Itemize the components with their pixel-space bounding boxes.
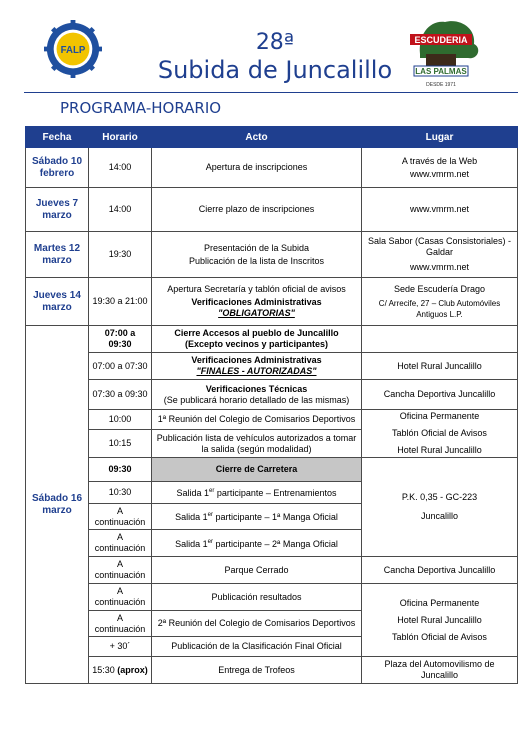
table-row [26,232,518,278]
table-row [26,188,518,232]
header-acto: Acto [152,127,362,148]
row-horario: 10:30 [89,482,152,504]
row-acto: Presentación de la Subida Publicación de la lista de Inscritos [152,232,362,278]
row-horario: 14:00 [89,188,152,232]
row-acto: Cierre plazo de inscripciones [152,188,362,232]
row-horario: 09:30 [89,458,152,482]
row-horario: 14:00 [89,148,152,188]
table-row [26,657,518,684]
header-horario: Horario [89,127,152,148]
header-divider [24,92,518,93]
svg-text:FALP: FALP [60,44,86,56]
row-horario: 19:30 a 21:00 [89,278,152,326]
row-acto: Publicación resultados [152,584,362,611]
row-acto: Publicación de la Clasificación Final Oficial [152,637,362,657]
row-lugar: Sede Escudería Drago C/ Arrecife, 27 – Club Automóviles Antiguos L.P. [362,278,518,326]
row-horario: 07:00 a 09:30 [89,326,152,353]
row-fecha: Martes 12 marzo [26,232,89,278]
table-row [26,584,518,611]
row-lugar: Hotel Rural Juncalillo [362,353,518,380]
row-acto: Publicación lista de vehículos autorizados a tomar la salida (según modalidad) [152,430,362,458]
table-row [26,410,518,430]
row-horario: + 30´ [89,637,152,657]
row-lugar: Oficina Permanente Tablón Oficial de Avisos Hotel Rural Juncalillo [362,410,518,458]
table-row [26,353,518,380]
table-header-row [26,127,518,148]
event-title: Subida de Juncalillo [157,56,393,84]
row-lugar: Sala Sabor (Casas Consistoriales) - Galdar www.vmrm.net [362,232,518,278]
row-acto: Entrega de Trofeos [152,657,362,684]
row-fecha: Sábado 10 febrero [26,148,89,188]
row-horario: 07:30 a 09:30 [89,380,152,410]
table-row [26,380,518,410]
table-row [26,278,518,326]
row-horario: A continuación [89,557,152,584]
row-acto: Verificaciones Técnicas (Se publicará horario detallado de las mismas) [152,380,362,410]
header-lugar: Lugar [362,127,518,148]
header-fecha: Fecha [26,127,89,148]
row-lugar: P.K. 0,35 - GC-223 Juncalillo [362,458,518,557]
table-row [26,326,518,353]
row-fecha: Jueves 7 marzo [26,188,89,232]
row-acto: Apertura Secretaría y tablón oficial de avisos Verificaciones Administrativas "OBLIGATORIAS" [152,278,362,326]
row-lugar: www.vmrm.net [362,188,518,232]
svg-text:ESCUDERIA: ESCUDERIA [414,35,468,45]
row-fecha: Jueves 14 marzo [26,278,89,326]
row-horario: 10:15 [89,430,152,458]
row-acto: Cierre de Carretera [152,458,362,482]
table-row [26,148,518,188]
row-acto: Verificaciones Administrativas "FINALES - AUTORIZADAS" [152,353,362,380]
row-acto: 1ª Reunión del Colegio de Comisarios Deportivos [152,410,362,430]
section-title: PROGRAMA-HORARIO [60,99,222,117]
row-acto: Apertura de inscripciones [152,148,362,188]
row-fecha: Sábado 16 marzo [26,326,89,684]
row-acto: Cierre Accesos al pueblo de Juncalillo (Excepto vecinos y participantes) [152,326,362,353]
row-lugar: Oficina Permanente Hotel Rural Juncalillo Tablón Oficial de Avisos [362,584,518,657]
table-row [26,458,518,482]
row-lugar: Cancha Deportiva Juncalillo [362,380,518,410]
row-horario: 19:30 [89,232,152,278]
row-acto: Parque Cerrado [152,557,362,584]
falp-logo [44,20,102,78]
row-horario: A continuación [89,611,152,637]
svg-text:DESDE 1971: DESDE 1971 [426,82,456,88]
row-lugar: A través de la Web www.vmrm.net [362,148,518,188]
row-horario: A continuación [89,504,152,530]
row-lugar: Plaza del Automovilismo de Juncalillo [362,657,518,684]
row-acto: Salida 1er participante – 2ª Manga Oficial [152,530,362,557]
svg-text:LAS PALMAS: LAS PALMAS [415,67,467,76]
row-horario: 15:30 (aprox) [89,657,152,684]
row-acto: Salida 1er participante – Entrenamientos [152,482,362,504]
row-horario: 07:00 a 07:30 [89,353,152,380]
row-lugar [362,326,518,353]
event-edition: 28ª [255,30,295,55]
row-horario: A continuación [89,530,152,557]
schedule-table [25,126,518,684]
row-acto: Salida 1er participante – 1ª Manga Oficial [152,504,362,530]
row-lugar: Cancha Deportiva Juncalillo [362,557,518,584]
row-acto: 2ª Reunión del Colegio de Comisarios Deportivos [152,611,362,637]
row-horario: A continuación [89,584,152,611]
table-row [26,557,518,584]
row-horario: 10:00 [89,410,152,430]
